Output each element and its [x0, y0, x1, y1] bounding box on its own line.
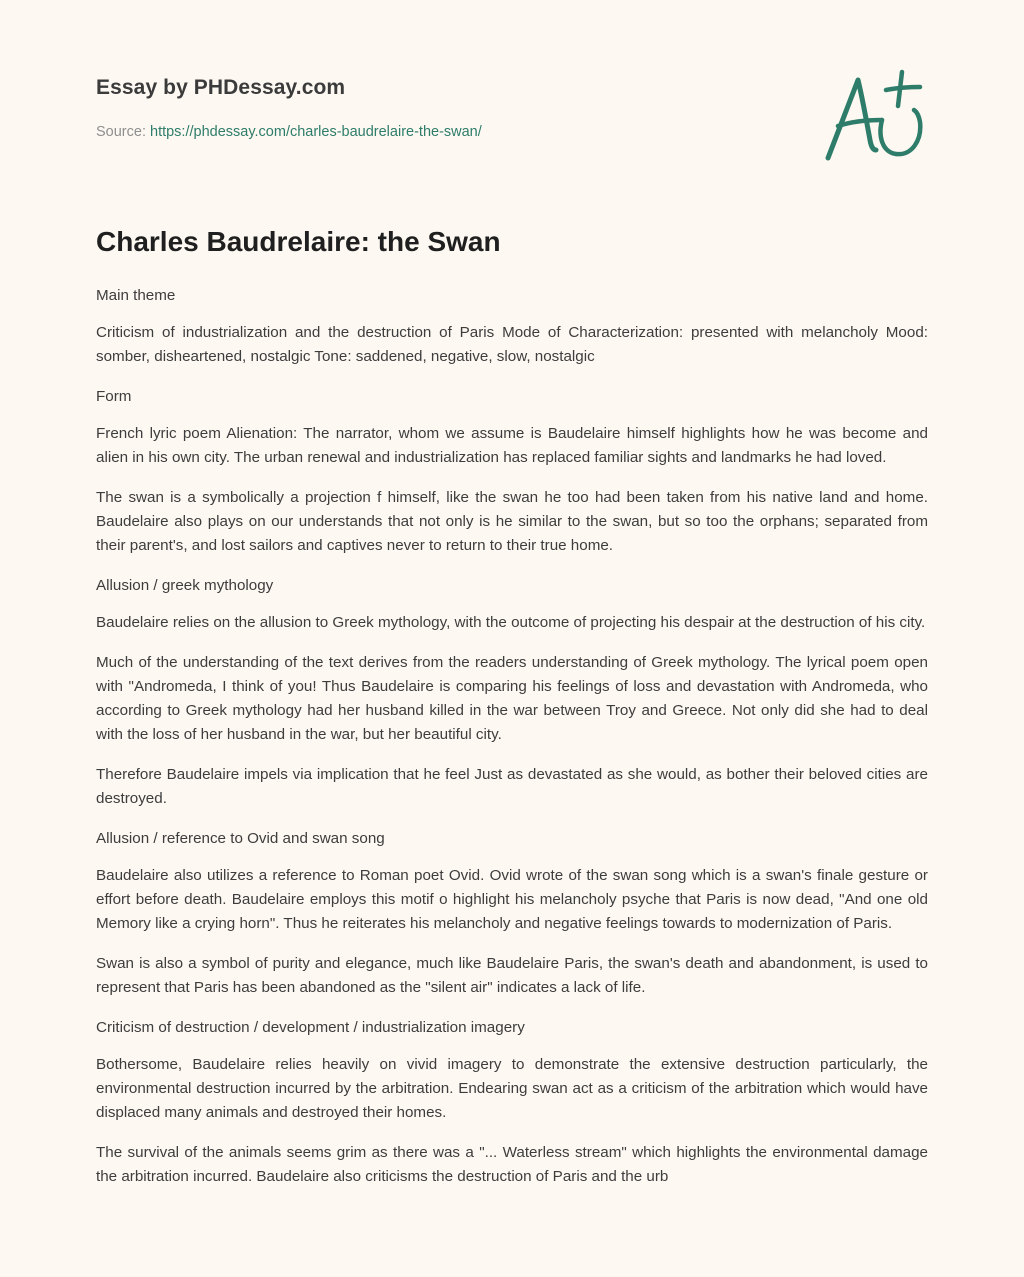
essay-body — [96, 284, 928, 1205]
a-plus-logo-icon — [820, 66, 932, 166]
section-heading: Main theme — [96, 287, 176, 304]
essay-paragraph: Much of the understanding of the text derives from the readers understanding of Greek mythology. The lyrical poem open with "Andromeda, I think of you! Thus Baudelaire is comparing his feelings of loss and devastation with Andromeda, who according to Greek mythology had her husband killed in the war between Troy and Greece. Not only did she had to deal with the loss of her husband in the war, but her beautiful city. — [96, 654, 928, 743]
source-line — [96, 124, 482, 140]
section-heading: Form — [96, 388, 132, 405]
page-header — [96, 0, 928, 190]
essay-paragraph: Swan is also a symbol of purity and elegance, much like Baudelaire Paris, the swan's death and abandonment, is used to represent that Paris has been abandoned as the "silent air" indicates a lack of life. — [96, 955, 928, 996]
essay-paragraph: Baudelaire also utilizes a reference to Roman poet Ovid. Ovid wrote of the swan song which is a swan's finale gesture or effort before death. Baudelaire employs this motif o highlight his melancholy psyche that Paris is now dead, "And one old Memory like a crying horn". Thus he reiterates his melancholy and negative feelings towards to modernization of Paris. — [96, 867, 928, 932]
site-brand: Essay by PHDessay.com — [96, 76, 346, 99]
source-label: Source: — [96, 124, 150, 140]
essay-paragraph: Bothersome, Baudelaire relies heavily on vivid imagery to demonstrate the extensive destruction particularly, the environmental destruction incurred by the arbitration. Endearing swan act as a criticism of the arbitration which would have displaced many animals and destroyed their homes. — [96, 1056, 928, 1121]
essay-paragraph: The survival of the animals seems grim as there was a "... Waterless stream" which highlights the environmental damage the arbitration incurred. Baudelaire also criticisms the destruction of Paris and the urb — [96, 1144, 928, 1185]
essay-paragraph: Therefore Baudelaire impels via implication that he feel Just as devastated as she would, as bother their beloved cities are destroyed. — [96, 766, 928, 807]
essay-paragraph: French lyric poem Alienation: The narrator, whom we assume is Baudelaire himself highlights how he was become and alien in his own city. The urban renewal and industrialization has replaced familiar sights and landmarks he had loved. — [96, 425, 928, 466]
essay-paragraph: The swan is a symbolically a projection f himself, like the swan he too had been taken from his native land and home. Baudelaire also plays on our understands that not only is he similar to the swan, but so too the orphans; separated from their parent's, and lost sailors and captives never to return to their true home. — [96, 489, 928, 554]
section-heading: Criticism of destruction / development / industrialization imagery — [96, 1019, 525, 1036]
essay-title: Charles Baudrelaire: the Swan — [96, 226, 501, 257]
source-link[interactable]: https://phdessay.com/charles-baudrelaire-the-swan/ — [150, 124, 482, 140]
essay-paragraph: Criticism of industrialization and the destruction of Paris Mode of Characterization: presented with melancholy Mood: somber, disheartened, nostalgic Tone: saddened, negative, slow, nostalgic — [96, 324, 928, 365]
essay-paragraph: Baudelaire relies on the allusion to Greek mythology, with the outcome of projecting his despair at the destruction of his city. — [96, 614, 926, 631]
essay-page — [96, 0, 928, 1185]
section-heading: Allusion / greek mythology — [96, 577, 274, 594]
section-heading: Allusion / reference to Ovid and swan song — [96, 830, 385, 847]
